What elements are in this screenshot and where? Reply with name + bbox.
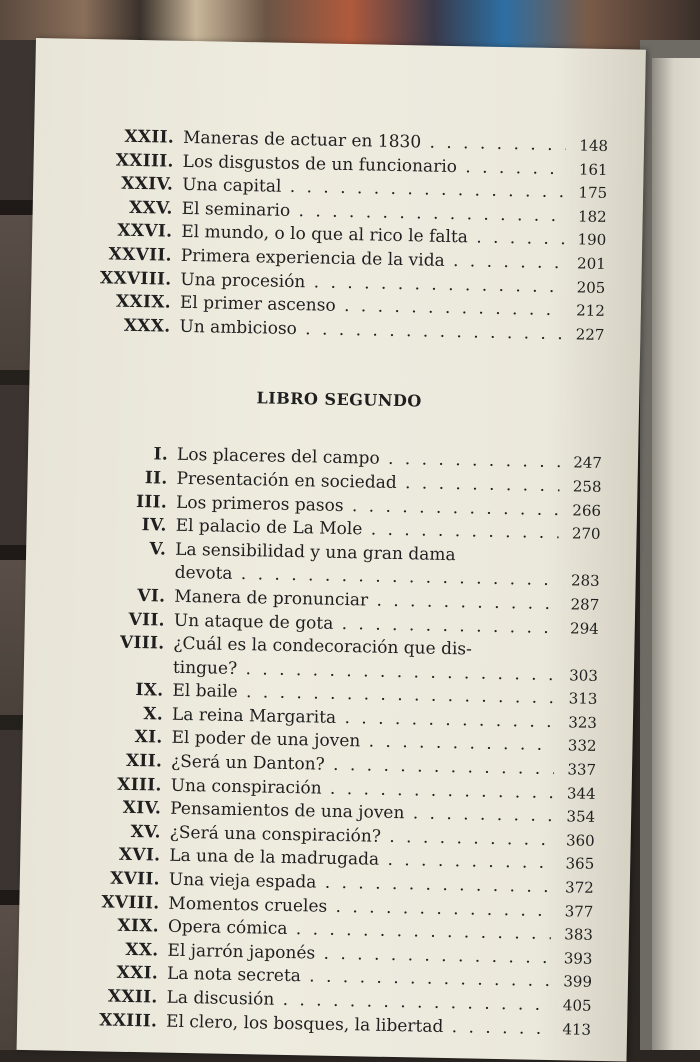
page-number: 303 [569,666,599,685]
page-number: 266 [572,500,602,520]
page-number: 344 [566,783,596,803]
chapter-title: La sensibilidad y una gran dama [175,539,456,565]
chapter-number: XXII. [124,126,175,148]
chapter-title: Opera cómica . . [168,916,551,947]
page-number: 393 [563,949,593,968]
page-number: 201 [576,254,606,273]
page-number: 405 [562,996,592,1015]
chapter-number: XXX. [123,315,171,337]
chapter-title: Los disgustos de un funcionario . . [182,150,565,181]
chapter-title: Un ataque de gota . . [174,609,557,640]
chapter-number: XXIV. [121,173,174,195]
page-number: 161 [578,160,608,179]
chapter-number: V. [149,538,167,560]
chapter-title: Maneras de actuar en 1830 . . [183,127,566,158]
chapter-number: XVII. [109,868,161,890]
chapter-title: Primera experiencia de la vida . . [181,245,564,276]
page-number: 247 [573,453,603,473]
opposite-page-edge [652,58,700,1050]
chapter-number: III. [135,491,168,513]
chapter-number: XXVIII. [99,267,172,290]
chapter-title: Una conspiración . . [170,774,553,805]
chapter-number: VIII. [119,632,165,654]
book-page [17,38,646,1062]
page-number: 332 [567,736,597,756]
chapter-number: IX. [135,680,164,701]
page-number: 205 [576,277,606,297]
chapter-number: XXVI. [117,220,173,243]
page-number: 360 [565,831,595,850]
chapter-number [84,576,175,578]
chapter-title: Una vieja espada . . [169,869,552,900]
chapter-title: El jarrón japonés . . [167,940,550,971]
chapter-number: XXIII. [98,1009,158,1032]
page-number: 399 [563,972,593,992]
chapter-number: XIV. [122,798,162,819]
page-number: 227 [575,325,605,344]
page-number: 365 [565,854,595,874]
page-number: 313 [568,689,598,709]
page-number: 372 [564,878,594,897]
page-number: 258 [572,477,602,496]
chapter-title: ¿Cuál es la condecoración que dis- [173,633,473,660]
chapter-number: IV. [141,515,167,536]
chapter-title: El clero, los bosques, la libertad . . [166,1010,549,1041]
page-number: 413 [562,1019,592,1039]
part-one-list [88,125,608,347]
page-number [558,562,600,563]
chapter-title: El primer ascenso . . [180,292,563,323]
chapter-title: ¿Será una conspiración? . . [170,822,553,853]
chapter-number: XIII. [117,774,162,796]
chapter-number: XI. [134,727,163,749]
page-number: 148 [579,136,609,155]
page-number: 287 [570,595,600,614]
chapter-title: Momentos crueles . . [168,892,551,923]
chapter-number: XXVII. [108,244,173,266]
chapter-title: Los primeros pasos . . [176,491,559,522]
chapter-title: ¿Será un Danton? . . [171,751,554,782]
chapter-number: XIX. [117,915,160,937]
page-number: 294 [569,618,599,638]
chapter-title: Una capital . . [182,174,565,205]
page-number [556,656,598,657]
chapter-title: El palacio de La Mole . . [175,515,558,546]
chapter-number: I. [153,444,169,465]
page-number: 383 [564,925,594,945]
chapter-number: XV. [130,821,161,843]
chapter-title: Presentación en sociedad . . [176,468,559,499]
chapter-number: XXI. [116,963,159,984]
page-number: 175 [578,183,608,203]
chapter-number: VII. [128,609,166,631]
chapter-title: El seminario . . [182,198,565,229]
chapter-title: La reina Margarita . . [172,704,555,735]
page-number: 212 [576,301,606,321]
chapter-number: XVI. [118,845,161,866]
book-two-heading: LIBRO SEGUNDO [256,388,422,411]
book-two-list [75,442,602,1042]
chapter-title: La discusión . . [166,987,549,1018]
chapter-title: La una de la madrugada . . [169,845,552,876]
chapter-number: II. [144,468,168,489]
chapter-number: VI. [137,585,166,607]
chapter-title: Manera de pronunciar . . [174,586,557,617]
chapter-number: XXIII. [115,150,174,172]
chapter-title: El baile . . [172,680,555,711]
chapter-title: Una procesión . . [180,268,563,299]
page-number: 323 [568,713,598,732]
chapter-title: El poder de una joven . . [171,727,554,758]
page-number: 337 [567,760,597,779]
table-of-contents [75,125,608,1042]
chapter-number: XII. [125,750,163,772]
page-number: 270 [571,524,601,544]
chapter-number: X. [143,704,164,725]
chapter-number: XX. [125,939,159,961]
chapter-title: La nota secreta . . [167,963,550,994]
chapter-title: tingue? . . [173,656,556,687]
chapter-title: Un ambicioso . . [179,316,562,347]
chapter-title: Pensamientos de una joven . . [170,798,553,829]
page-number: 190 [577,230,607,250]
chapter-title: devota . . [175,562,558,593]
page-number: 283 [570,571,600,591]
chapter-number: XXII. [107,986,158,1008]
chapter-title: Los placeres del campo . . [177,444,560,475]
chapter-number [82,671,173,673]
chapter-number: XXV. [128,197,173,219]
chapter-number: XXIX. [115,291,172,313]
page-number: 182 [577,207,607,226]
page-number: 354 [566,807,596,827]
page-number: 377 [564,901,594,921]
chapter-number: XVIII. [101,892,160,914]
chapter-title: El mundo, o lo que al rico le falta . . [181,221,564,252]
